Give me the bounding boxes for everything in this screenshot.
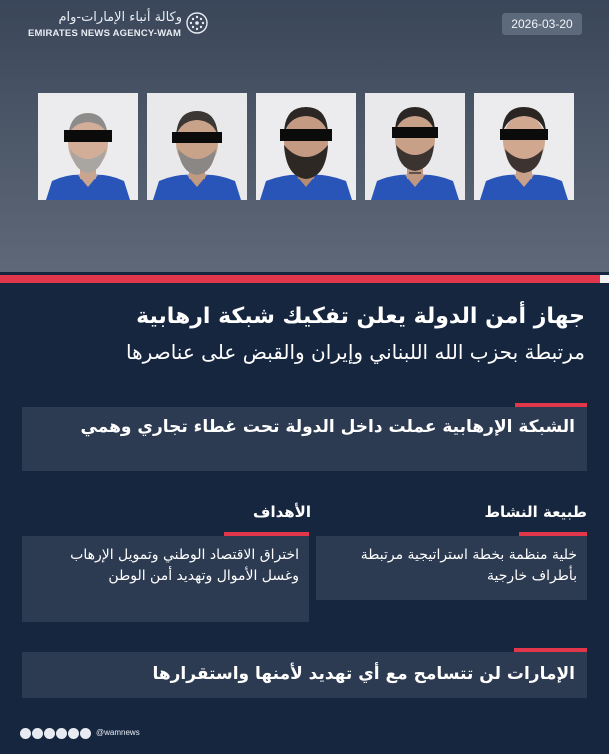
goals-box-accent (224, 532, 309, 536)
activity-box (316, 536, 587, 600)
fact-box-accent (515, 403, 587, 407)
divider-red (0, 275, 600, 283)
closing-box-accent (514, 648, 587, 652)
photo-banner (0, 0, 609, 272)
closing-box (22, 652, 587, 698)
page-subtitle: مرتبطة بحزب الله اللبناني وإيران والقبض على عناصرها (126, 340, 585, 364)
agency-name-english: EMIRATES NEWS AGENCY-WAM (28, 28, 182, 39)
suspect-photos (38, 93, 568, 201)
wam-emblem-icon (186, 12, 208, 34)
closing-text: الإمارات لن تتسامح مع أي تهديد لأمنها واستقرارها (152, 664, 575, 684)
activity-box-accent (519, 532, 587, 536)
page-title: جهاز أمن الدولة يعلن تفكيك شبكة ارهابية (136, 304, 585, 329)
divider-stripe (0, 272, 609, 288)
fact-box-text: الشبكة الإرهابية عملت داخل الدولة تحت غطاء تجاري وهمي (80, 417, 575, 437)
date-badge: 2026-03-20 (502, 13, 582, 35)
suspect-photo (256, 93, 356, 200)
snapchat-icon[interactable] (56, 728, 67, 739)
x-icon[interactable] (20, 728, 31, 739)
instagram-icon[interactable] (44, 728, 55, 739)
youtube-icon[interactable] (80, 728, 91, 739)
suspect-photo (365, 93, 465, 200)
social-handle[interactable]: @wamnews (96, 728, 140, 737)
suspect-photo (38, 93, 138, 200)
activity-text: خلية منظمة بخطة استراتيجية مرتبطة بأطراف خارجية (360, 547, 577, 584)
facebook-icon[interactable] (68, 728, 79, 739)
tiktok-icon[interactable] (32, 728, 43, 739)
agency-name-arabic: وكالة أنباء الإمارات-وام (58, 10, 182, 25)
goals-box (22, 536, 309, 622)
fact-box (22, 407, 587, 471)
activity-title: طبيعة النشاط (484, 503, 587, 521)
divider-white (600, 275, 609, 283)
suspect-photo (474, 93, 574, 200)
goals-title: الأهداف (253, 503, 311, 521)
goals-text: اختراق الاقتصاد الوطني وتمويل الإرهاب وغسل الأموال وتهديد أمن الوطن (70, 547, 299, 584)
suspect-photo (147, 93, 247, 200)
wam-logo (28, 10, 208, 42)
